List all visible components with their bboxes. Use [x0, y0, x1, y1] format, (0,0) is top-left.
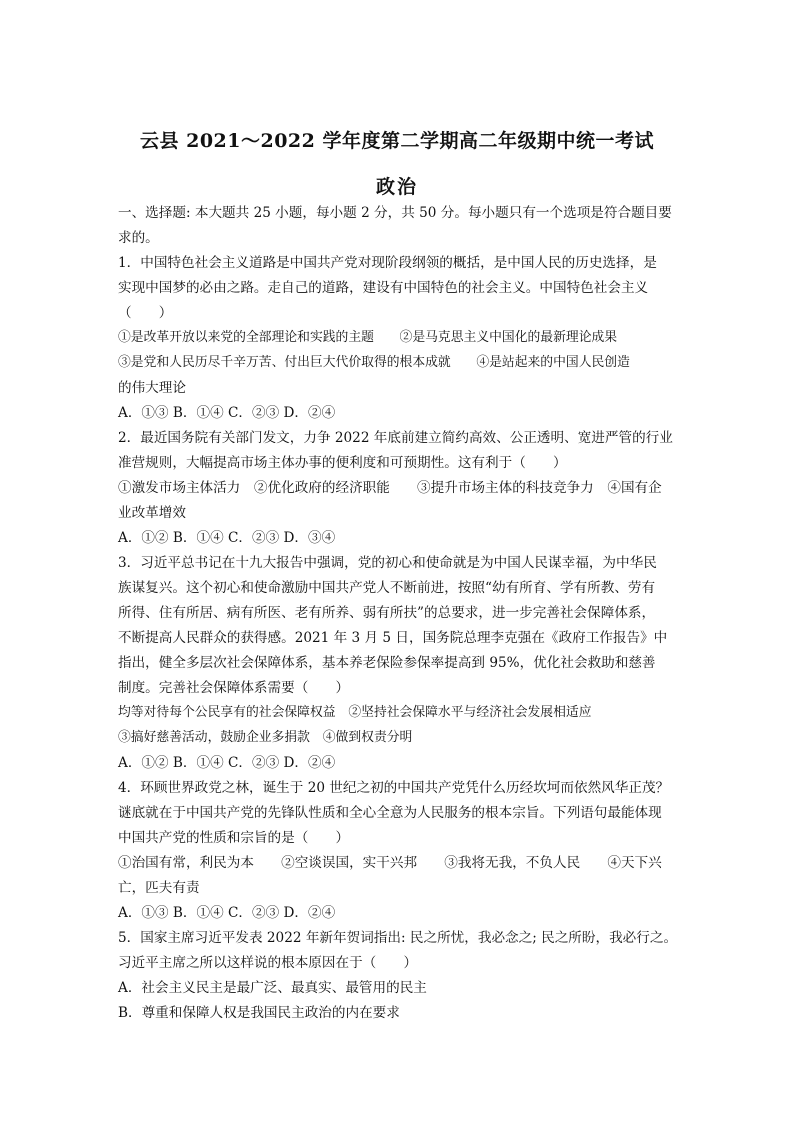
question-2-item: 业改革增效 — [118, 505, 186, 521]
exam-title: 云县 2021～2022 学年度第二学期高二年级期中统一考试 — [140, 130, 654, 152]
question-1-stem: 1．中国特色社会主义道路是中国共产党对现阶段纲领的概括，是中国人民的历史选择，是 — [118, 255, 657, 271]
question-2-stem: 2．最近国务院有关部门发文，力争 2022 年底前建立简约高效、公正透明、宽进严管的行业 — [118, 430, 673, 446]
question-1-item: ③是党和人民历尽千辛万苦、付出巨大代价取得的根本成就 ④是站起来的中国人民创造 — [118, 355, 630, 370]
question-1-stem: 实现中国梦的必由之路。走自己的道路，建设有中国特色的社会主义。中国特色社会主义 — [118, 280, 649, 296]
question-5-stem: 5．国家主席习近平发表 2022 年新年贺词指出: 民之所忧，我必念之; 民之所盼，我必行之。 — [118, 930, 678, 946]
question-4-item: 亡，匹夫有责 — [118, 880, 200, 896]
question-3-choices: A．①② B．①④ C．②③ D．②④ — [118, 755, 336, 771]
question-2-item: ①激发市场主体活力 ②优化政府的经济职能 ③提升市场主体的科技竞争力 ④国有企 — [118, 480, 662, 496]
question-1-stem: （ ） — [118, 305, 173, 321]
question-4-choices: A．①③ B．①④ C．②③ D．②④ — [118, 905, 336, 921]
question-3-stem: 指出，健全多层次社会保障体系，基本养老保险参保率提高到 95%，优化社会救助和慈善 — [118, 655, 656, 671]
question-1-choices: A．①③ B．①④ C．②③ D．②④ — [118, 405, 336, 421]
question-4-stem: 中国共产党的性质和宗旨的是（ ） — [118, 830, 350, 846]
question-1-item: 的伟大理论 — [118, 380, 186, 396]
question-3-stem: 族谋复兴。这个初心和使命激励中国共产党人不断前进，按照“幼有所育、学有所教、劳有 — [118, 580, 656, 596]
question-3-stem: 不断提高人民群众的获得感。2021 年 3 月 5 日，国务院总理李克强在《政府工作报告》中 — [118, 630, 668, 646]
subject-title: 政治 — [375, 176, 418, 198]
section-intro-line: 求的。 — [118, 230, 159, 246]
question-5-option: A．社会主义民主是最广泛、最真实、最管用的民主 — [118, 980, 427, 996]
question-2-stem: 准营规则，大幅提高市场主体办事的便利度和可预期性。这有利于（ ） — [118, 455, 567, 471]
question-3-item: 均等对待每个公民享有的社会保障权益 ②坚持社会保障水平与经济社会发展相适应 — [118, 705, 592, 720]
question-4-stem: 谜底就在于中国共产党的先锋队性质和全心全意为人民服务的根本宗旨。下列语句最能体现 — [118, 805, 662, 821]
question-1-item: ①是改革开放以来党的全部理论和实践的主题 ②是马克思主义中国化的最新理论成果 — [118, 330, 618, 345]
question-3-stem: 3．习近平总书记在十九大报告中强调，党的初心和使命就是为中国人民谋幸福，为中华民 — [118, 555, 657, 571]
question-2-choices: A．①② B．①④ C．②③ D．③④ — [118, 530, 336, 546]
section-intro-line: 一、选择题: 本大题共 25 小题，每小题 2 分，共 50 分。每小题只有一个选项是符合题目要 — [118, 205, 672, 221]
question-3-item: ③搞好慈善活动，鼓励企业多捐款 ④做到权责分明 — [118, 730, 413, 745]
question-3-stem: 所得、住有所居、病有所医、老有所养、弱有所扶”的总要求，进一步完善社会保障体系， — [118, 605, 656, 621]
question-3-stem: 制度。完善社会保障体系需要（ ） — [118, 680, 350, 696]
question-5-stem: 习近平主席之所以这样说的根本原因在于（ ） — [118, 955, 418, 971]
question-4-item: ①治国有常，利民为本 ②空谈误国，实干兴邦 ③我将无我，不负人民 ④天下兴 — [118, 855, 662, 871]
question-5-option: B．尊重和保障人权是我国民主政治的内在要求 — [118, 1005, 400, 1021]
question-4-stem: 4．环顾世界政党之林，诞生于 20 世纪之初的中国共产党凭什么历经坎坷而依然风华正茂？ — [118, 780, 670, 796]
